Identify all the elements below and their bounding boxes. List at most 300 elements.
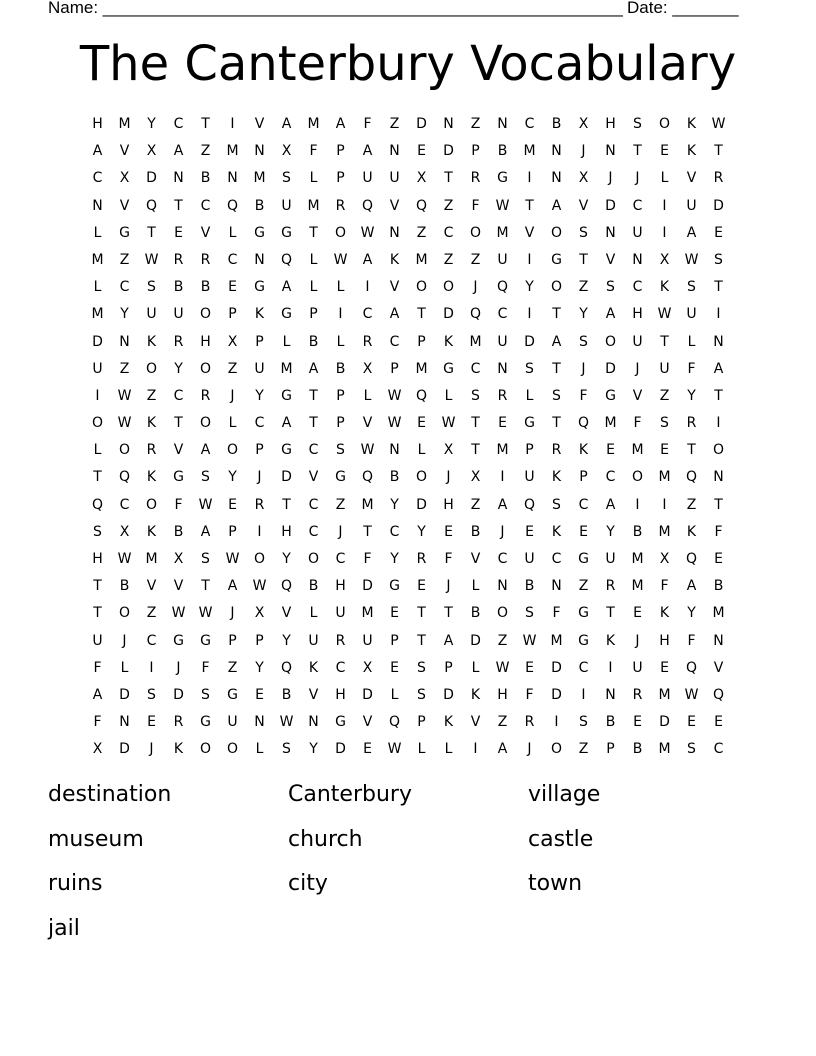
grid-letter: S — [579, 224, 588, 241]
grid-letter: Z — [416, 224, 427, 241]
grid-letter: F — [93, 659, 102, 676]
grid-letter: D — [281, 469, 292, 486]
grid-letter: O — [118, 605, 131, 622]
grid-letter: U — [632, 333, 643, 350]
grid-letter: V — [173, 578, 184, 595]
grid-letter: Y — [309, 741, 318, 758]
grid-letter: Q — [280, 659, 293, 676]
grid-letter: M — [658, 686, 671, 703]
grid-letter: U — [362, 170, 373, 187]
grid-letter: M — [307, 197, 320, 214]
grid-letter: C — [578, 659, 589, 676]
grid-letter: O — [415, 469, 428, 486]
grid-row — [84, 630, 732, 657]
grid-letter: K — [146, 333, 157, 350]
grid-letter: A — [92, 143, 103, 160]
grid-letter: Z — [200, 143, 211, 160]
grid-letter: A — [497, 496, 508, 513]
grid-letter: G — [281, 306, 292, 323]
grid-letter: V — [713, 659, 724, 676]
grid-letter: J — [149, 741, 154, 758]
grid-letter: P — [255, 632, 264, 649]
grid-letter: L — [471, 659, 480, 676]
grid-letter: V — [173, 442, 184, 459]
grid-letter: G — [281, 224, 292, 241]
grid-letter: G — [389, 578, 400, 595]
grid-letter: V — [470, 714, 481, 731]
grid-row — [84, 548, 732, 575]
grid-row — [84, 657, 732, 684]
grid-letter: D — [443, 306, 454, 323]
grid-letter: F — [471, 197, 480, 214]
grid-letter: M — [550, 632, 563, 649]
grid-letter: U — [254, 360, 265, 377]
grid-letter: V — [686, 170, 697, 187]
grid-letter: X — [92, 741, 103, 758]
grid-letter: L — [93, 224, 102, 241]
grid-letter: Z — [497, 632, 508, 649]
grid-letter: Y — [255, 659, 264, 676]
grid-letter: M — [631, 551, 644, 567]
grid-letter: P — [255, 333, 264, 350]
grid-letter: U — [632, 659, 643, 676]
grid-letter: J — [338, 523, 343, 540]
grid-letter: T — [471, 442, 480, 459]
grid-letter: C — [713, 741, 724, 758]
grid-letter: W — [522, 632, 537, 649]
grid-letter: Y — [606, 523, 615, 540]
grid-letter: R — [200, 251, 211, 268]
grid-letter: N — [551, 143, 562, 160]
grid-letter: S — [147, 279, 156, 296]
grid-letter: Y — [525, 279, 534, 296]
grid-letter: K — [551, 469, 562, 486]
grid-letter: Q — [712, 686, 725, 703]
grid-letter: N — [254, 251, 265, 268]
grid-letter: P — [417, 333, 426, 350]
grid-letter: O — [199, 306, 212, 323]
grid-letter: T — [309, 224, 318, 241]
grid-letter: P — [336, 387, 345, 404]
grid-letter: P — [228, 632, 237, 649]
grid-letter: U — [497, 333, 508, 350]
grid-letter: S — [579, 333, 588, 350]
grid-letter: N — [713, 469, 724, 486]
grid-letter: R — [200, 387, 211, 404]
grid-letter: K — [659, 605, 670, 622]
grid-letter: M — [145, 551, 158, 567]
grid-letter: R — [686, 415, 697, 432]
grid-letter: J — [122, 632, 127, 649]
grid-letter: O — [307, 551, 320, 567]
grid-letter: C — [524, 116, 535, 132]
grid-letter: Y — [390, 551, 399, 567]
grid-letter: R — [362, 333, 373, 350]
grid-letter: Q — [361, 469, 374, 486]
grid-letter: I — [662, 496, 667, 513]
grid-letter: J — [446, 578, 451, 595]
grid-letter: R — [524, 714, 535, 731]
grid-letter: I — [527, 251, 532, 268]
grid-letter: S — [687, 279, 696, 296]
grid-letter: F — [687, 632, 696, 649]
grid-letter: A — [92, 686, 103, 703]
grid-letter: O — [442, 279, 455, 296]
grid-letter: X — [659, 551, 670, 567]
grid-letter: N — [497, 116, 508, 132]
grid-letter: R — [173, 333, 184, 350]
grid-letter: J — [608, 170, 613, 187]
grid-letter: Q — [280, 578, 293, 595]
grid-letter: A — [686, 224, 697, 241]
grid-letter: V — [281, 605, 292, 622]
grid-letter: N — [632, 251, 643, 268]
grid-letter: R — [470, 170, 481, 187]
grid-letter: O — [496, 605, 509, 622]
grid-letter: J — [176, 659, 181, 676]
grid-letter: G — [281, 387, 292, 404]
grid-letter: D — [416, 116, 427, 132]
grid-letter: I — [716, 306, 721, 323]
grid-row — [84, 140, 732, 167]
grid-letter: D — [92, 333, 103, 350]
grid-letter: S — [417, 659, 426, 676]
grid-letter: X — [227, 333, 238, 350]
grid-letter: X — [578, 116, 589, 132]
grid-letter: D — [362, 686, 373, 703]
grid-letter: H — [335, 686, 346, 703]
grid-letter: S — [147, 686, 156, 703]
grid-letter: V — [389, 197, 400, 214]
grid-letter: B — [173, 523, 184, 540]
grid-letter: P — [606, 741, 615, 758]
grid-letter: E — [714, 224, 723, 241]
grid-letter: K — [443, 333, 454, 350]
grid-letter: J — [446, 469, 451, 486]
grid-row — [84, 738, 732, 765]
grid-letter: Y — [120, 306, 129, 323]
grid-letter: X — [443, 442, 454, 459]
grid-letter: L — [363, 387, 372, 404]
grid-letter: M — [658, 469, 671, 486]
grid-row — [84, 711, 732, 738]
grid-letter: E — [228, 496, 237, 513]
grid-letter: Q — [577, 415, 590, 432]
grid-letter: G — [443, 360, 454, 377]
grid-letter: N — [605, 224, 616, 241]
grid-letter: C — [254, 415, 265, 432]
grid-letter: Q — [685, 469, 698, 486]
grid-letter: Z — [146, 387, 157, 404]
grid-letter: L — [336, 279, 345, 296]
grid-letter: L — [309, 279, 318, 296]
grid-letter: E — [633, 605, 642, 622]
grid-letter: L — [120, 659, 129, 676]
grid-row — [84, 602, 732, 629]
grid-letter: W — [117, 551, 132, 567]
grid-letter: L — [444, 741, 453, 758]
grid-letter: U — [524, 551, 535, 567]
grid-letter: S — [336, 442, 345, 459]
grid-letter: N — [605, 143, 616, 160]
grid-letter: Q — [496, 279, 509, 296]
grid-letter: B — [119, 578, 130, 595]
grid-letter: U — [659, 360, 670, 377]
grid-letter: S — [525, 360, 534, 377]
grid-letter: C — [119, 496, 130, 513]
grid-letter: X — [281, 143, 292, 160]
grid-letter: V — [362, 714, 373, 731]
grid-letter: A — [335, 116, 346, 132]
grid-letter: D — [605, 197, 616, 214]
grid-letter: D — [605, 360, 616, 377]
grid-letter: H — [281, 523, 292, 540]
grid-letter: L — [525, 387, 534, 404]
grid-letter: Z — [335, 496, 346, 513]
grid-letter: I — [608, 659, 613, 676]
grid-letter: F — [309, 143, 318, 160]
grid-letter: T — [201, 578, 210, 595]
grid-letter: R — [551, 442, 562, 459]
grid-letter: G — [524, 415, 535, 432]
grid-letter: U — [92, 632, 103, 649]
grid-letter: T — [309, 387, 318, 404]
grid-letter: M — [91, 306, 104, 323]
grid-letter: T — [552, 415, 561, 432]
grid-letter: X — [416, 170, 427, 187]
grid-letter: G — [578, 632, 589, 649]
grid-letter: B — [389, 469, 400, 486]
grid-letter: I — [554, 714, 559, 731]
grid-letter: J — [527, 741, 532, 758]
grid-letter: S — [714, 251, 723, 268]
grid-letter: D — [119, 686, 130, 703]
grid-letter: E — [417, 578, 426, 595]
grid-letter: X — [146, 143, 157, 160]
grid-letter: N — [119, 714, 130, 731]
grid-letter: A — [281, 116, 292, 132]
grid-letter: Y — [417, 523, 426, 540]
word-list-item: destination — [48, 782, 172, 807]
grid-letter: I — [716, 415, 721, 432]
grid-letter: L — [93, 279, 102, 296]
grid-letter: T — [525, 197, 534, 214]
grid-letter: K — [605, 632, 616, 649]
grid-letter: W — [684, 686, 699, 703]
grid-letter: X — [362, 360, 373, 377]
grid-letter: T — [417, 605, 426, 622]
grid-letter: C — [92, 170, 103, 187]
grid-letter: B — [713, 578, 724, 595]
grid-letter: M — [91, 251, 104, 268]
grid-letter: C — [335, 551, 346, 567]
grid-letter: D — [119, 741, 130, 758]
grid-letter: E — [228, 279, 237, 296]
grid-letter: E — [444, 523, 453, 540]
grid-letter: T — [93, 469, 102, 486]
grid-letter: O — [334, 224, 347, 241]
grid-letter: B — [551, 116, 562, 132]
grid-letter: S — [93, 523, 102, 540]
grid-letter: T — [174, 197, 183, 214]
grid-letter: D — [173, 686, 184, 703]
grid-letter: U — [308, 632, 319, 649]
grid-letter: R — [146, 442, 157, 459]
grid-letter: P — [390, 632, 399, 649]
grid-letter: O — [550, 741, 563, 758]
grid-letter: A — [281, 279, 292, 296]
grid-letter: B — [335, 360, 346, 377]
grid-letter: O — [199, 415, 212, 432]
grid-letter: V — [308, 469, 319, 486]
grid-letter: N — [389, 224, 400, 241]
grid-row — [84, 331, 732, 358]
grid-letter: C — [119, 279, 130, 296]
grid-letter: A — [362, 251, 373, 268]
grid-letter: A — [362, 143, 373, 160]
grid-letter: C — [308, 523, 319, 540]
grid-letter: Y — [282, 551, 291, 567]
grid-letter: B — [632, 741, 643, 758]
grid-letter: E — [660, 143, 669, 160]
grid-letter: C — [227, 251, 238, 268]
grid-letter: F — [687, 360, 696, 377]
grid-letter: T — [687, 442, 696, 459]
grid-letter: W — [333, 251, 348, 268]
grid-letter: M — [307, 116, 320, 132]
grid-letter: C — [335, 659, 346, 676]
grid-letter: H — [497, 686, 508, 703]
grid-letter: V — [200, 224, 211, 241]
grid-letter: Y — [390, 496, 399, 513]
grid-letter: G — [578, 551, 589, 567]
grid-letter: W — [252, 578, 267, 595]
grid-letter: J — [581, 360, 586, 377]
header — [48, 0, 748, 20]
grid-letter: U — [362, 632, 373, 649]
grid-letter: O — [199, 741, 212, 758]
grid-letter: A — [200, 442, 211, 459]
grid-letter: B — [281, 686, 292, 703]
grid-letter: R — [173, 251, 184, 268]
grid-letter: C — [497, 551, 508, 567]
grid-letter: U — [686, 197, 697, 214]
grid-letter: B — [632, 523, 643, 540]
grid-row — [84, 575, 732, 602]
grid-letter: Y — [228, 469, 237, 486]
grid-letter: A — [227, 578, 238, 595]
grid-letter: S — [525, 605, 534, 622]
grid-letter: N — [227, 170, 238, 187]
grid-letter: G — [335, 714, 346, 731]
grid-letter: S — [417, 686, 426, 703]
grid-letter: F — [363, 116, 372, 132]
grid-letter: S — [687, 741, 696, 758]
grid-letter: L — [417, 741, 426, 758]
grid-letter: Y — [687, 605, 696, 622]
grid-letter: L — [309, 170, 318, 187]
grid-letter: Y — [255, 387, 264, 404]
grid-letter: B — [200, 279, 211, 296]
grid-letter: Y — [687, 387, 696, 404]
grid-letter: W — [711, 116, 726, 132]
grid-letter: P — [228, 523, 237, 540]
grid-letter: Q — [145, 197, 158, 214]
grid-letter: O — [712, 442, 725, 459]
grid-letter: W — [144, 251, 159, 268]
grid-letter: I — [500, 469, 505, 486]
grid-letter: Z — [227, 360, 238, 377]
grid-letter: T — [444, 605, 453, 622]
grid-letter: S — [201, 551, 210, 567]
grid-letter: Q — [91, 496, 104, 513]
grid-letter: L — [309, 605, 318, 622]
grid-letter: G — [254, 224, 265, 241]
grid-letter: I — [473, 741, 478, 758]
grid-letter: O — [415, 279, 428, 296]
grid-letter: K — [146, 523, 157, 540]
grid-letter: N — [308, 714, 319, 731]
grid-letter: M — [658, 523, 671, 540]
grid-letter: D — [443, 686, 454, 703]
grid-letter: K — [146, 415, 157, 432]
grid-letter: A — [713, 360, 724, 377]
grid-letter: W — [360, 442, 375, 459]
grid-letter: Q — [415, 197, 428, 214]
grid-letter: W — [657, 306, 672, 323]
grid-letter: U — [632, 224, 643, 241]
grid-letter: D — [713, 197, 724, 214]
grid-letter: I — [662, 197, 667, 214]
grid-letter: D — [443, 143, 454, 160]
grid-letter: T — [660, 333, 669, 350]
grid-letter: M — [361, 605, 374, 622]
grid-letter: G — [551, 251, 562, 268]
grid-letter: K — [578, 442, 589, 459]
grid-letter: S — [579, 714, 588, 731]
grid-row — [84, 494, 732, 521]
grid-letter: P — [309, 306, 318, 323]
grid-letter: Z — [146, 605, 157, 622]
grid-letter: U — [146, 306, 157, 323]
grid-row — [84, 684, 732, 711]
grid-letter: U — [686, 306, 697, 323]
grid-letter: E — [660, 442, 669, 459]
grid-letter: I — [662, 224, 667, 241]
grid-letter: K — [686, 523, 697, 540]
grid-letter: X — [362, 659, 373, 676]
grid-letter: I — [365, 279, 370, 296]
grid-letter: K — [686, 143, 697, 160]
grid-letter: K — [254, 306, 265, 323]
grid-letter: N — [713, 333, 724, 350]
grid-letter: B — [308, 578, 319, 595]
grid-letter: H — [92, 551, 103, 567]
word-list-item: ruins — [48, 871, 103, 897]
grid-letter: L — [228, 224, 237, 241]
grid-letter: U — [227, 714, 238, 731]
grid-row — [84, 113, 732, 140]
grid-letter: K — [470, 686, 481, 703]
grid-letter: X — [470, 469, 481, 486]
grid-letter: E — [579, 523, 588, 540]
grid-letter: A — [605, 306, 616, 323]
grid-letter: P — [444, 659, 453, 676]
grid-letter: Z — [470, 251, 481, 268]
grid-letter: T — [579, 251, 588, 268]
grid-letter: U — [335, 605, 346, 622]
grid-letter: T — [93, 605, 102, 622]
